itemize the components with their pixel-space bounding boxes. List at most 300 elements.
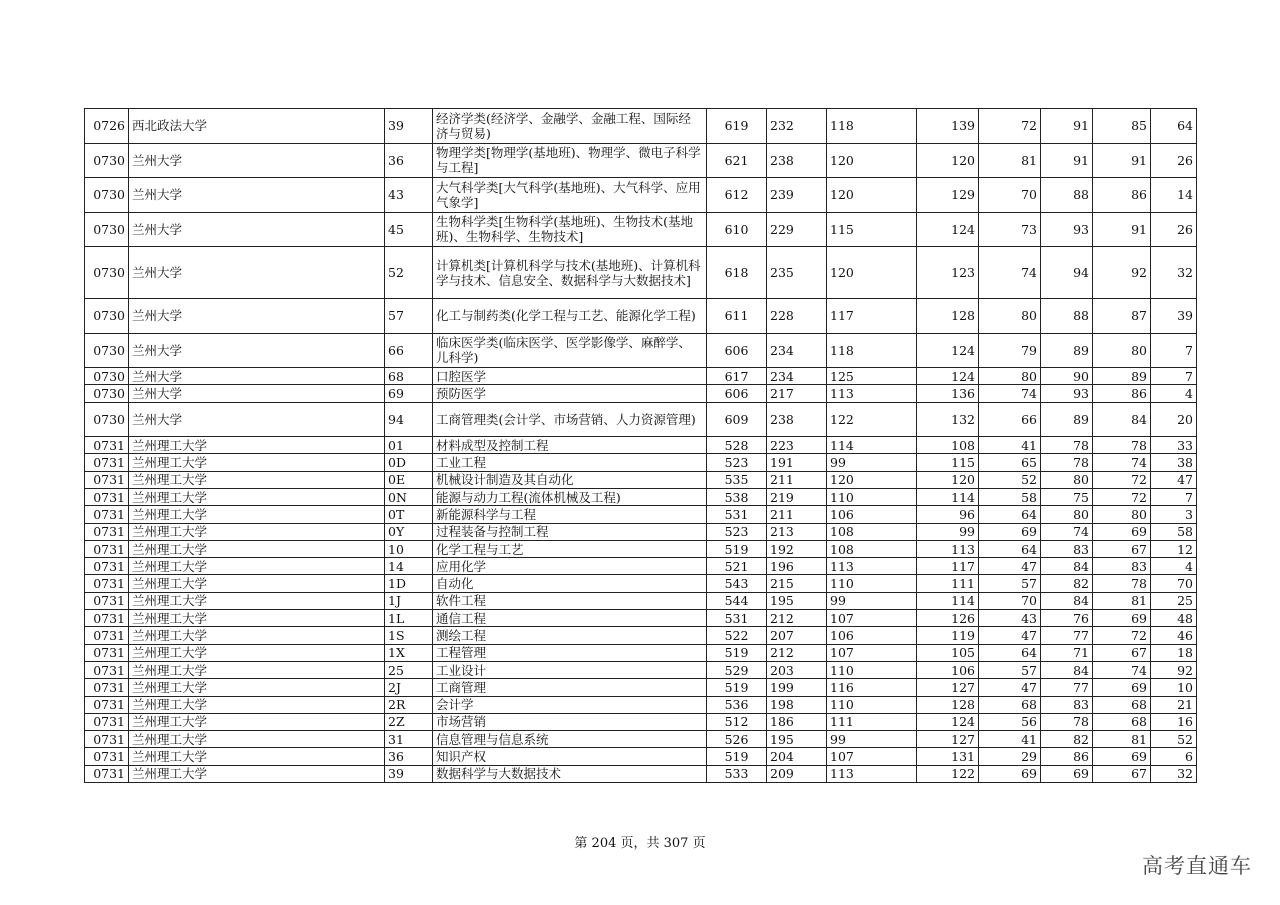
total-score-cell: 544 <box>707 592 767 609</box>
table-row <box>85 212 1197 247</box>
score-cell: 52 <box>1151 731 1197 748</box>
school-name-cell: 兰州大学 <box>129 299 385 334</box>
score-cell: 113 <box>827 558 917 575</box>
major-cell: 应用化学 <box>433 558 707 575</box>
score-cell: 120 <box>827 178 917 213</box>
school-name-cell: 兰州理工大学 <box>129 558 385 575</box>
score-cell: 67 <box>1093 644 1151 661</box>
score-cell: 80 <box>1041 471 1093 488</box>
total-score-cell: 619 <box>707 109 767 144</box>
score-cell: 215 <box>767 575 827 592</box>
score-cell: 76 <box>1041 610 1093 627</box>
score-cell: 106 <box>827 627 917 644</box>
school-name-cell: 兰州理工大学 <box>129 610 385 627</box>
score-cell: 105 <box>917 644 979 661</box>
major-cell: 知识产权 <box>433 748 707 765</box>
group-code-cell: 1D <box>385 575 433 592</box>
major-cell: 工程管理 <box>433 644 707 661</box>
score-cell: 29 <box>979 748 1041 765</box>
group-code-cell: 14 <box>385 558 433 575</box>
school-code-cell: 0731 <box>85 540 129 557</box>
total-score-cell: 531 <box>707 506 767 523</box>
score-cell: 69 <box>1093 523 1151 540</box>
score-cell: 111 <box>827 713 917 730</box>
school-name-cell: 兰州理工大学 <box>129 731 385 748</box>
score-cell: 46 <box>1151 627 1197 644</box>
score-cell: 116 <box>827 679 917 696</box>
score-cell: 74 <box>1041 523 1093 540</box>
school-code-cell: 0731 <box>85 661 129 678</box>
score-cell: 192 <box>767 540 827 557</box>
total-score-cell: 535 <box>707 471 767 488</box>
score-cell: 106 <box>827 506 917 523</box>
score-cell: 120 <box>917 471 979 488</box>
score-cell: 239 <box>767 178 827 213</box>
score-cell: 118 <box>827 109 917 144</box>
score-cell: 6 <box>1151 748 1197 765</box>
major-cell: 化学工程与工艺 <box>433 540 707 557</box>
score-cell: 84 <box>1041 592 1093 609</box>
group-code-cell: 45 <box>385 212 433 247</box>
score-cell: 120 <box>827 247 917 299</box>
total-score-cell: 519 <box>707 679 767 696</box>
score-cell: 91 <box>1093 143 1151 178</box>
group-code-cell: 0N <box>385 488 433 505</box>
major-cell: 工业设计 <box>433 661 707 678</box>
score-cell: 113 <box>827 765 917 782</box>
table-row <box>85 540 1197 557</box>
total-score-cell: 531 <box>707 610 767 627</box>
score-cell: 238 <box>767 143 827 178</box>
score-cell: 108 <box>917 437 979 454</box>
score-cell: 52 <box>979 471 1041 488</box>
total-score-cell: 610 <box>707 212 767 247</box>
major-cell: 口腔医学 <box>433 368 707 385</box>
score-cell: 32 <box>1151 247 1197 299</box>
score-cell: 223 <box>767 437 827 454</box>
school-name-cell: 兰州理工大学 <box>129 575 385 592</box>
group-code-cell: 1L <box>385 610 433 627</box>
school-name-cell: 兰州大学 <box>129 385 385 402</box>
score-cell: 228 <box>767 299 827 334</box>
score-cell: 120 <box>827 471 917 488</box>
total-score-cell: 612 <box>707 178 767 213</box>
table-row <box>85 299 1197 334</box>
score-cell: 84 <box>1041 558 1093 575</box>
score-cell: 219 <box>767 488 827 505</box>
score-cell: 114 <box>917 488 979 505</box>
score-cell: 238 <box>767 402 827 437</box>
major-cell: 会计学 <box>433 696 707 713</box>
school-name-cell: 兰州理工大学 <box>129 471 385 488</box>
total-score-cell: 519 <box>707 748 767 765</box>
score-cell: 68 <box>1093 713 1151 730</box>
group-code-cell: 25 <box>385 661 433 678</box>
group-code-cell: 36 <box>385 143 433 178</box>
table-row <box>85 143 1197 178</box>
score-cell: 129 <box>917 178 979 213</box>
table-row <box>85 765 1197 782</box>
score-cell: 196 <box>767 558 827 575</box>
school-name-cell: 兰州理工大学 <box>129 661 385 678</box>
major-cell: 经济学类(经济学、金融学、金融工程、国际经济与贸易) <box>433 109 707 144</box>
score-cell: 89 <box>1041 402 1093 437</box>
school-name-cell: 兰州理工大学 <box>129 506 385 523</box>
major-cell: 物理学类[物理学(基地班)、物理学、微电子科学与工程] <box>433 143 707 178</box>
score-cell: 86 <box>1093 178 1151 213</box>
score-cell: 93 <box>1041 385 1093 402</box>
score-cell: 69 <box>1093 748 1151 765</box>
table-row <box>85 679 1197 696</box>
school-name-cell: 兰州大学 <box>129 333 385 368</box>
score-cell: 232 <box>767 109 827 144</box>
score-cell: 47 <box>979 679 1041 696</box>
page-number: 第 204 页，共 307 页 <box>574 836 706 851</box>
group-code-cell: 94 <box>385 402 433 437</box>
score-cell: 113 <box>827 385 917 402</box>
group-code-cell: 1X <box>385 644 433 661</box>
score-cell: 74 <box>979 385 1041 402</box>
score-cell: 211 <box>767 471 827 488</box>
total-score-cell: 538 <box>707 488 767 505</box>
table-row <box>85 592 1197 609</box>
school-name-cell: 兰州理工大学 <box>129 713 385 730</box>
score-cell: 80 <box>1093 333 1151 368</box>
score-cell: 20 <box>1151 402 1197 437</box>
score-cell: 81 <box>1093 592 1151 609</box>
school-code-cell: 0731 <box>85 627 129 644</box>
score-cell: 84 <box>1093 402 1151 437</box>
score-cell: 128 <box>917 696 979 713</box>
score-cell: 115 <box>917 454 979 471</box>
score-cell: 72 <box>979 109 1041 144</box>
major-cell: 工商管理类(会计学、市场营销、人力资源管理) <box>433 402 707 437</box>
table-row <box>85 437 1197 454</box>
total-score-cell: 609 <box>707 402 767 437</box>
school-name-cell: 兰州理工大学 <box>129 627 385 644</box>
score-cell: 12 <box>1151 540 1197 557</box>
score-cell: 85 <box>1093 109 1151 144</box>
score-cell: 212 <box>767 610 827 627</box>
score-cell: 72 <box>1093 627 1151 644</box>
score-cell: 114 <box>827 437 917 454</box>
score-cell: 75 <box>1041 488 1093 505</box>
score-cell: 91 <box>1041 109 1093 144</box>
group-code-cell: 36 <box>385 748 433 765</box>
table-row <box>85 506 1197 523</box>
total-score-cell: 519 <box>707 644 767 661</box>
school-name-cell: 兰州理工大学 <box>129 679 385 696</box>
school-name-cell: 兰州大学 <box>129 368 385 385</box>
major-cell: 过程装备与控制工程 <box>433 523 707 540</box>
school-code-cell: 0730 <box>85 333 129 368</box>
total-score-cell: 526 <box>707 731 767 748</box>
school-code-cell: 0731 <box>85 488 129 505</box>
score-cell: 92 <box>1151 661 1197 678</box>
score-cell: 110 <box>827 488 917 505</box>
table-row <box>85 748 1197 765</box>
score-cell: 99 <box>827 454 917 471</box>
score-cell: 47 <box>979 627 1041 644</box>
score-cell: 235 <box>767 247 827 299</box>
group-code-cell: 2J <box>385 679 433 696</box>
score-cell: 131 <box>917 748 979 765</box>
table-body <box>85 109 1197 783</box>
major-cell: 机械设计制造及其自动化 <box>433 471 707 488</box>
score-cell: 114 <box>917 592 979 609</box>
score-cell: 122 <box>917 765 979 782</box>
score-cell: 26 <box>1151 212 1197 247</box>
score-cell: 58 <box>979 488 1041 505</box>
table-row <box>85 109 1197 144</box>
school-code-cell: 0731 <box>85 437 129 454</box>
score-cell: 56 <box>979 713 1041 730</box>
major-cell: 预防医学 <box>433 385 707 402</box>
school-name-cell: 兰州大学 <box>129 402 385 437</box>
table-row <box>85 575 1197 592</box>
school-code-cell: 0731 <box>85 713 129 730</box>
score-cell: 21 <box>1151 696 1197 713</box>
score-cell: 67 <box>1093 540 1151 557</box>
score-cell: 77 <box>1041 627 1093 644</box>
score-cell: 65 <box>979 454 1041 471</box>
score-cell: 33 <box>1151 437 1197 454</box>
table-row <box>85 713 1197 730</box>
score-cell: 71 <box>1041 644 1093 661</box>
score-cell: 117 <box>917 558 979 575</box>
school-code-cell: 0731 <box>85 610 129 627</box>
score-cell: 107 <box>827 610 917 627</box>
score-cell: 132 <box>917 402 979 437</box>
score-cell: 211 <box>767 506 827 523</box>
school-code-cell: 0731 <box>85 696 129 713</box>
group-code-cell: 2R <box>385 696 433 713</box>
table-row <box>85 627 1197 644</box>
major-cell: 数据科学与大数据技术 <box>433 765 707 782</box>
score-cell: 108 <box>827 523 917 540</box>
score-cell: 72 <box>1093 488 1151 505</box>
score-cell: 93 <box>1041 212 1093 247</box>
total-score-cell: 523 <box>707 523 767 540</box>
score-cell: 69 <box>1041 765 1093 782</box>
school-name-cell: 兰州大学 <box>129 247 385 299</box>
score-cell: 69 <box>1093 679 1151 696</box>
school-code-cell: 0731 <box>85 644 129 661</box>
group-code-cell: 0D <box>385 454 433 471</box>
score-cell: 48 <box>1151 610 1197 627</box>
score-cell: 229 <box>767 212 827 247</box>
score-cell: 91 <box>1041 143 1093 178</box>
school-code-cell: 0731 <box>85 523 129 540</box>
score-cell: 64 <box>979 644 1041 661</box>
table-row <box>85 558 1197 575</box>
school-name-cell: 西北政法大学 <box>129 109 385 144</box>
group-code-cell: 2Z <box>385 713 433 730</box>
table-row <box>85 368 1197 385</box>
total-score-cell: 529 <box>707 661 767 678</box>
score-cell: 136 <box>917 385 979 402</box>
school-code-cell: 0731 <box>85 506 129 523</box>
table-row <box>85 471 1197 488</box>
school-code-cell: 0731 <box>85 454 129 471</box>
total-score-cell: 606 <box>707 385 767 402</box>
score-cell: 120 <box>917 143 979 178</box>
score-cell: 118 <box>827 333 917 368</box>
score-cell: 47 <box>1151 471 1197 488</box>
school-name-cell: 兰州理工大学 <box>129 696 385 713</box>
group-code-cell: 01 <box>385 437 433 454</box>
score-cell: 78 <box>1093 437 1151 454</box>
score-cell: 115 <box>827 212 917 247</box>
school-code-cell: 0726 <box>85 109 129 144</box>
score-cell: 74 <box>979 247 1041 299</box>
table-row <box>85 731 1197 748</box>
score-cell: 122 <box>827 402 917 437</box>
score-cell: 209 <box>767 765 827 782</box>
group-code-cell: 39 <box>385 765 433 782</box>
score-cell: 91 <box>1093 212 1151 247</box>
score-cell: 64 <box>979 506 1041 523</box>
total-score-cell: 519 <box>707 540 767 557</box>
group-code-cell: 0E <box>385 471 433 488</box>
score-cell: 80 <box>1041 506 1093 523</box>
major-cell: 测绘工程 <box>433 627 707 644</box>
score-cell: 125 <box>827 368 917 385</box>
score-cell: 43 <box>979 610 1041 627</box>
table-row <box>85 454 1197 471</box>
score-cell: 128 <box>917 299 979 334</box>
table-row <box>85 247 1197 299</box>
score-cell: 78 <box>1041 713 1093 730</box>
table-row <box>85 696 1197 713</box>
score-cell: 212 <box>767 644 827 661</box>
group-code-cell: 1J <box>385 592 433 609</box>
total-score-cell: 533 <box>707 765 767 782</box>
group-code-cell: 0T <box>385 506 433 523</box>
group-code-cell: 52 <box>385 247 433 299</box>
school-name-cell: 兰州理工大学 <box>129 488 385 505</box>
score-cell: 69 <box>979 765 1041 782</box>
score-cell: 120 <box>827 143 917 178</box>
major-cell: 工业工程 <box>433 454 707 471</box>
score-cell: 191 <box>767 454 827 471</box>
score-cell: 81 <box>1093 731 1151 748</box>
score-cell: 7 <box>1151 488 1197 505</box>
score-cell: 99 <box>917 523 979 540</box>
score-cell: 126 <box>917 610 979 627</box>
score-cell: 80 <box>979 299 1041 334</box>
score-cell: 69 <box>979 523 1041 540</box>
group-code-cell: 43 <box>385 178 433 213</box>
table-row <box>85 488 1197 505</box>
group-code-cell: 69 <box>385 385 433 402</box>
school-code-cell: 0731 <box>85 731 129 748</box>
school-name-cell: 兰州理工大学 <box>129 523 385 540</box>
score-cell: 127 <box>917 731 979 748</box>
score-cell: 26 <box>1151 143 1197 178</box>
score-cell: 25 <box>1151 592 1197 609</box>
score-cell: 58 <box>1151 523 1197 540</box>
score-cell: 88 <box>1041 178 1093 213</box>
score-cell: 77 <box>1041 679 1093 696</box>
score-cell: 3 <box>1151 506 1197 523</box>
school-name-cell: 兰州大学 <box>129 178 385 213</box>
score-cell: 107 <box>827 644 917 661</box>
total-score-cell: 543 <box>707 575 767 592</box>
score-cell: 123 <box>917 247 979 299</box>
school-code-cell: 0730 <box>85 368 129 385</box>
score-cell: 113 <box>917 540 979 557</box>
score-cell: 64 <box>979 540 1041 557</box>
school-name-cell: 兰州理工大学 <box>129 454 385 471</box>
score-cell: 57 <box>979 661 1041 678</box>
score-cell: 83 <box>1093 558 1151 575</box>
table-row <box>85 523 1197 540</box>
school-code-cell: 0731 <box>85 679 129 696</box>
major-cell: 自动化 <box>433 575 707 592</box>
score-cell: 66 <box>979 402 1041 437</box>
school-code-cell: 0730 <box>85 212 129 247</box>
score-cell: 78 <box>1041 454 1093 471</box>
score-cell: 217 <box>767 385 827 402</box>
score-cell: 199 <box>767 679 827 696</box>
major-cell: 通信工程 <box>433 610 707 627</box>
score-cell: 92 <box>1093 247 1151 299</box>
score-cell: 70 <box>979 178 1041 213</box>
score-cell: 234 <box>767 333 827 368</box>
table-row <box>85 402 1197 437</box>
score-cell: 68 <box>1093 696 1151 713</box>
group-code-cell: 39 <box>385 109 433 144</box>
score-cell: 99 <box>827 592 917 609</box>
score-cell: 207 <box>767 627 827 644</box>
score-cell: 195 <box>767 731 827 748</box>
total-score-cell: 512 <box>707 713 767 730</box>
major-cell: 新能源科学与工程 <box>433 506 707 523</box>
score-cell: 4 <box>1151 385 1197 402</box>
score-cell: 78 <box>1041 437 1093 454</box>
total-score-cell: 523 <box>707 454 767 471</box>
school-code-cell: 0730 <box>85 247 129 299</box>
score-cell: 64 <box>1151 109 1197 144</box>
school-name-cell: 兰州大学 <box>129 143 385 178</box>
score-cell: 139 <box>917 109 979 144</box>
score-cell: 39 <box>1151 299 1197 334</box>
school-name-cell: 兰州理工大学 <box>129 748 385 765</box>
score-cell: 84 <box>1041 661 1093 678</box>
score-cell: 7 <box>1151 368 1197 385</box>
school-code-cell: 0730 <box>85 402 129 437</box>
group-code-cell: 10 <box>385 540 433 557</box>
score-cell: 70 <box>1151 575 1197 592</box>
score-cell: 4 <box>1151 558 1197 575</box>
score-cell: 127 <box>917 679 979 696</box>
score-cell: 57 <box>979 575 1041 592</box>
score-cell: 10 <box>1151 679 1197 696</box>
score-cell: 96 <box>917 506 979 523</box>
score-cell: 70 <box>979 592 1041 609</box>
score-cell: 89 <box>1041 333 1093 368</box>
score-cell: 195 <box>767 592 827 609</box>
major-cell: 大气科学类[大气科学(基地班)、大气科学、应用气象学] <box>433 178 707 213</box>
school-code-cell: 0731 <box>85 765 129 782</box>
table-row <box>85 644 1197 661</box>
major-cell: 工商管理 <box>433 679 707 696</box>
total-score-cell: 536 <box>707 696 767 713</box>
score-cell: 186 <box>767 713 827 730</box>
table-row <box>85 333 1197 368</box>
school-code-cell: 0731 <box>85 558 129 575</box>
